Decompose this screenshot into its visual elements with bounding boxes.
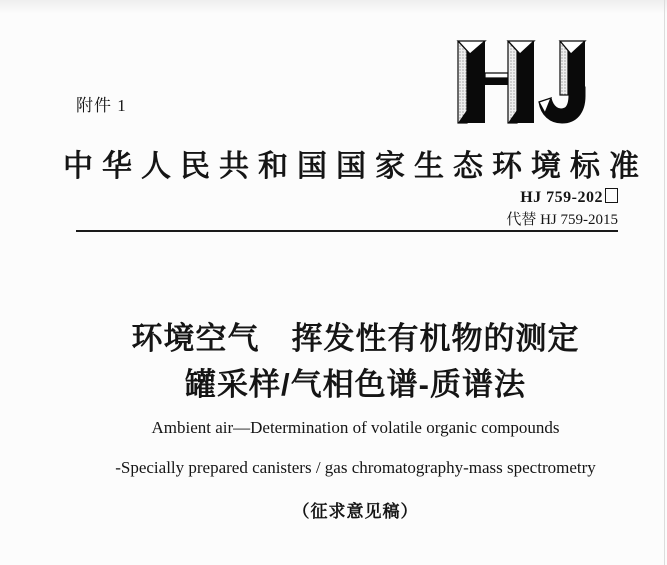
org-heading: 中华人民共和国国家生态环境标准 (63, 150, 648, 183)
title-en-line2: -Specially prepared canisters / gas chromatography-mass spectrometry (115, 458, 596, 477)
replaces-note: 代替 HJ 759-2015 (506, 212, 618, 228)
standard-number: HJ 759-202 (520, 189, 603, 206)
attachment-label: 附件 1 (76, 96, 127, 115)
header-rule (76, 230, 618, 232)
page-edge-line (664, 0, 665, 565)
scan-shade (0, 0, 667, 14)
title-zh-line1: 环境空气 挥发性有机物的测定 (131, 321, 580, 356)
hj-logo (456, 39, 596, 127)
title-en-line1: Ambient air—Determination of volatile organic compounds (151, 418, 560, 437)
title-zh-line2: 罐采样/气相色谱-质谱法 (185, 367, 526, 402)
standard-number-line (506, 186, 618, 209)
year-placeholder-box (605, 188, 618, 203)
draft-note: （征求意见稿） (292, 502, 419, 521)
standard-number-block (506, 186, 618, 232)
